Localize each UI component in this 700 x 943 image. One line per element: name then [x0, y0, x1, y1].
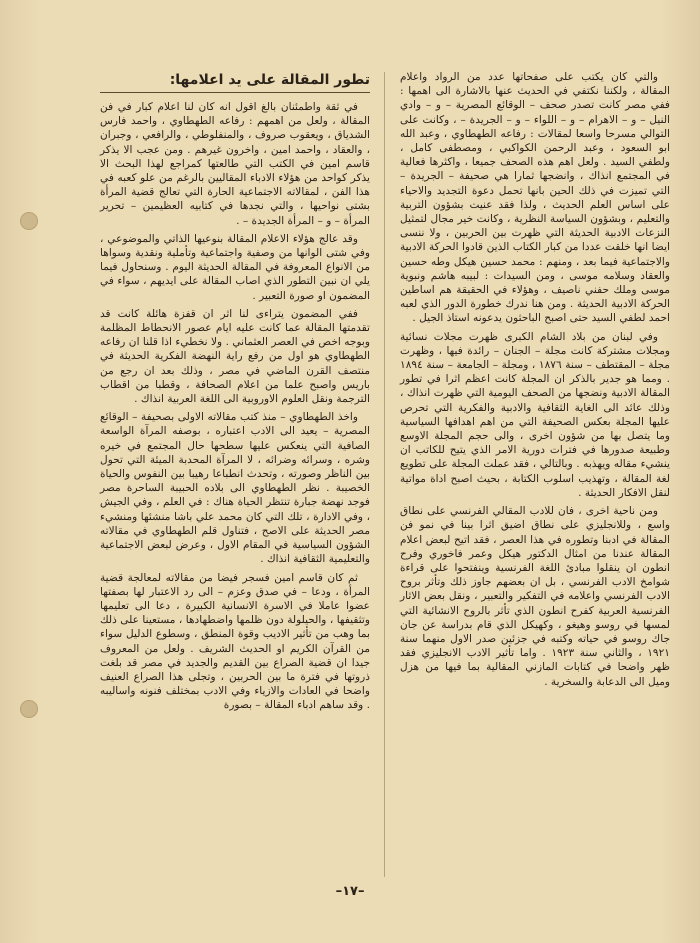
right-column [400, 70, 670, 693]
binding-hole [20, 700, 38, 718]
column-divider [384, 72, 385, 877]
binding-hole [20, 212, 38, 230]
section-title: تطور المقالة على يد اعلامها: [169, 72, 370, 88]
paragraph: ومن ناحية اخرى ، فان للادب المقالي الفرنسي على نطاق واسع ، وللانجليزي على نطاق اضيق اثرا بينا في نمو فن المقالة في ادبنا وتطوره في هذا العصر ، فقد اتيح لبعض اعلام المقالة عندنا من امثال الدكتور هيكل وعمر فاخوري وفرح انطون ان ينقلوا مبادئ اللغة الفرنسية وينفتحوا على قراءة شوامخ الادب الفرنسي ، بل ان بعضهم جاوز ذلك وتأثر بروح الادب الفرنسي واعلامه في التفكير والتعبير ، ونقل بعض الاثار الفرنسية العربية كفرح انطون الذي تأثر بالروح الانشائية التي لمسها في روسو وهيغو ، وكهيكل الذي قام بدراسة عن جان جاك روسو في حياته وكتبه في جزئين صدر الاول منهما سنة ١٩٢١ ، والثاني سنة ١٩٢٣ . واما تأثير الادب الانجليزي فقد ظهر واضحا في كتابات المازني المقالية بما فيها من هزل وميل الى الدعابة والسخرية . [400, 505, 670, 688]
paragraph: ففي المضمون يتراءى لنا اثر ان قفزة هائلة كانت قد تقدمتها المقالة عما كانت عليه ايام عصور الانحطاط المظلمة وبوجه اخص في العصر العثماني . ولا نخطيء اذا قلنا ان رفاعه الطهطاوي هو اول من رفع راية النهضة الفكرية الحديثة في منتصف القرن الماضي في مصر ، وذلك بعد ان رجع من باريس واصبح علما من اعلام الصحافة ، وقطبا من اقطاب الترجمة ونقل العلوم الاوروبية الى اللغة العربية انذاك . [100, 307, 370, 406]
left-column [100, 100, 370, 717]
paragraph: والتي كان يكتب على صفحاتها عدد من الرواد واعلام المقالة ، ولكننا نكتفي في الحديث عنها بالاشارة الى اهمها : ففي مصر كانت تصدر صحف – الوقائع المصرية – و – وادي النيل – و – الاهرام – و – اللواء – و – الجريدة – ، وكانت على التوالي مسرحا واسعا لمقالات : رفاعه الطهطاوي ، وعبد الله ابو السعود ، وعبد الرحمن الكواكبي ، ومصطفى كامل ، ولطفي السيد . ولعل اهم هذه الصحف جميعا ، واكثرها فعالية في المجتمع انذاك ، وانضجها ثمارا هي صحيفة – الجريدة – التي تميزت في ذلك الحين بانها تحمل دعوة التجديد والاحياء على اساس العلم الحديث ، ولذا فقد عنيت بشؤون التربية والتعليم ، وبشؤون السياسة النظرية ، وكانت خير مجال لتمثيل النزعات الادبية الحديثة التي ظهرت بين الحربين ، ولا ننسى ايضا انها خلقت عددا من كبار الكتاب الذين قادوا الحركة الادبية والاجتماعية فيما بعد ، ومنهم : محمد حسين هيكل وطه حسين والعقاد وسلامه موسى ، ومن السيدات : لبيبه هاشم ونبوية موسى وملك حفني ناصيف ، وهؤلاء في الحقيقة هم اساطين الحركة الادبية الحديثة . ومن هنا ندرك خطورة الدور الذي لعبه احمد لطفي السيد حتى اصبح الباحثون يدعونه استاذ الجيل . [400, 71, 670, 325]
paragraph: وقد عالج هؤلاء الاعلام المقالة بنوعيها الذاتي والموضوعي ، وفي شتى الوانها من وصفية واجتماعية وتأملية ونقدية وسواها من الانواع المعروفة في المقالة الحديثة اليوم . وسنحاول فيما يلي ان نبين التطور الذي اصاب المقالة على ايديهم ، سواء في المضمون او صورة التعبير . [100, 232, 370, 302]
title-underline [100, 92, 370, 93]
paragraph: في ثقة واطمئنان بالغ اقول انه كان لنا اعلام كبار في فن المقالة ، ولعل من اهمهم : رفاعه الطهطاوي ، واحمد فارس الشدياق ، ويعقوب صروف ، والمنفلوطي ، والرافعي ، وجبران ، والعقاد ، واحمد امين ، واخرون غيرهم . ومن عجب الا يذكر قاسم امين في الكتب التي طالعتها كمراجع لهذا البحث الا يذكر كواحد من هؤلاء الادباء المقاليين بالرغم من علو كعبه في هذا الفن ، لمقالاته الاجتماعية الحارة التي تعالج قضية المرأة بشتى نواحيها ، والتي نجدها في كتابيه العظيمين – تحرير المرأة – و – المرأة الجديدة – . [100, 101, 370, 227]
page-number: –١٧– [335, 884, 365, 899]
paragraph: وفي لبنان من بلاد الشام الكبرى ظهرت مجلات نسائية ومجلات مشتركة كانت مجلة – الجنان – رائدة فيها ، وظهرت مجلة – المقتطف – سنة ١٨٧٦ ، ومجلة – الجامعة – سنة ١٨٩٤ . ومما هو جدير بالذكر ان المجلة كانت اعظم اثرا في تطور المقالة الادبية ونضجها من الصحف اليومية التي ظهرت انذاك ، وذلك عائد الى الغاية الثقافية والادبية والفكرية التي تحرص عليها المجلة بعكس الصحيفة التي من اهم اهدافها السياسية وما يتصل بها من شؤون اخرى ، والى حجم المجلة الاوسع وطبيعة صدورها في فترات دورية الامر الذي يتيح للكاتب ان ينشيء مقاله ويهذبه . وبالتالي ، فقد عملت المجلة على تطويع لغة المقالة ، وتهذيب اسلوب الكتابة ، بحيث اصبح اداة مواتية لنقل الافكار الحديثة . [400, 330, 670, 499]
paragraph: واخذ الطهطاوي – منذ كتب مقالاته الاولى بصحيفة – الوقائع المصرية – يعيد الى الادب اعتباره ، بوصفه المرآة الواسعة الصافية التي ينعكس عليها سطحها حال المجتمع في خيره وشره ، وسرائه وضرائه ، لا المرآة المحدبة الميئة التي تحول بين الناظر وصورته ، وتحدث انطباعا رهيبا بين النفوس والحياة الخصيبة . نظر الطهطاوي الى بلاده الحبيبة الساحرة مصر فوجد نهضة جبارة تنتظر الحياة هناك : في العلم ، وفي الجيش ، وفي الادارة ، تلك التي كان محمد علي باشا منشئها ومنشيء مصر الحديثة على الاصح ، فتناول قلم الطهطاوي في مقالاته الشؤون السياسية في المقام الاول ، وعرض لبعض الاجتماعية والتعليمية الثقافية انذاك . [100, 411, 370, 566]
paragraph: ثم كان قاسم امين فسجر فيضا من مقالاته لمعالجة قضية المرأة ، ودعا – في صدق وعزم – الى رد الاعتبار لها بصفتها عضوا عاملا في الاسرة الانسانية الكبيرة ، دعا الى تعليمها وتثقيفها ، والحيلولة دون ظلمها واضطهادها ، مستعينا على ذلك بما وهب من تأثير الاديب وقوة المنطق ، وسطوع الدليل سواء من القرآن الكريم او الحديث الشريف . ولعل من المعروف جيدا ان قضية الصراع بين القديم والجديد في مصر قد بلغت ذروتها في فترة ما بين الحربين ، وتجلى هذا الصراع العنيف واضحا في العادات والازياء وفي الادب بمختلف فنونه واساليبه . وقد ساهم ادباء المقالة – بصورة [100, 571, 370, 712]
